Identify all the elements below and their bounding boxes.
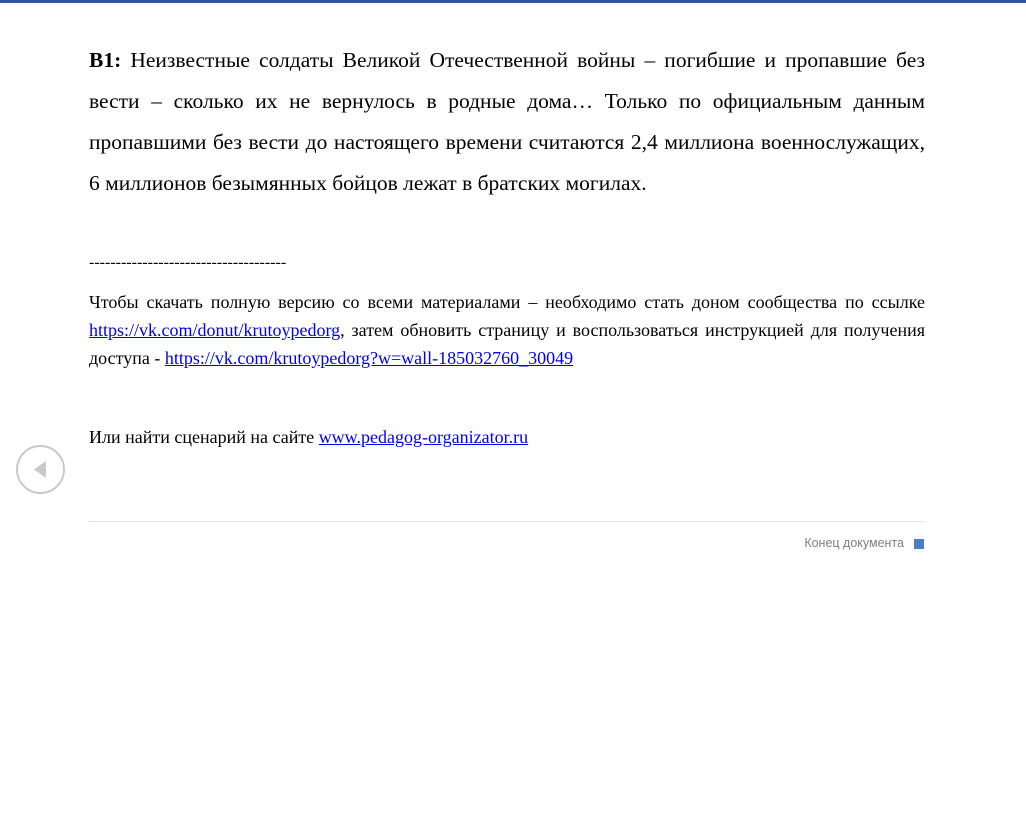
paragraph-text: Неизвестные солдаты Великой Отечественной войны – погибшие и пропавшие без вести – сколько их не вернулось в родные дома… Только по официальным данным пропавшими без вести до настоящего времени считаются 2,4 миллиона военнослужащих, 6 миллионов безымянных бойцов лежат в братских могилах. — [89, 48, 925, 195]
download-note-text-2: , затем обновить страницу и воспользоваться инструкцией для получения доступа - — [89, 320, 925, 368]
download-note-text-1: Чтобы скачать полную версию со всеми материалами – необходимо стать доном сообщества по ссылке — [89, 292, 925, 312]
paragraph-label: В1: — [89, 48, 122, 72]
download-note-paragraph — [89, 288, 925, 372]
dashed-divider: ------------------------------------- — [89, 254, 287, 271]
site-note-text: Или найти сценарий на сайте — [89, 427, 319, 447]
end-of-document-marker — [914, 539, 924, 549]
site-note-paragraph — [89, 423, 528, 451]
main-paragraph — [89, 40, 925, 204]
document-page — [89, 40, 925, 550]
site-link[interactable]: www.pedagog-organizator.ru — [318, 427, 529, 447]
donut-link[interactable]: https://vk.com/donut/krutoypedorg — [89, 320, 341, 340]
window-top-accent-bar — [0, 0, 1026, 3]
end-of-document-label: Конец документа — [804, 536, 904, 550]
wall-post-link[interactable]: https://vk.com/krutoypedorg?w=wall-185032760_30049 — [164, 348, 574, 368]
triangle-left-icon — [18, 447, 63, 492]
end-of-document-rule — [89, 521, 925, 522]
back-button[interactable] — [16, 445, 65, 494]
